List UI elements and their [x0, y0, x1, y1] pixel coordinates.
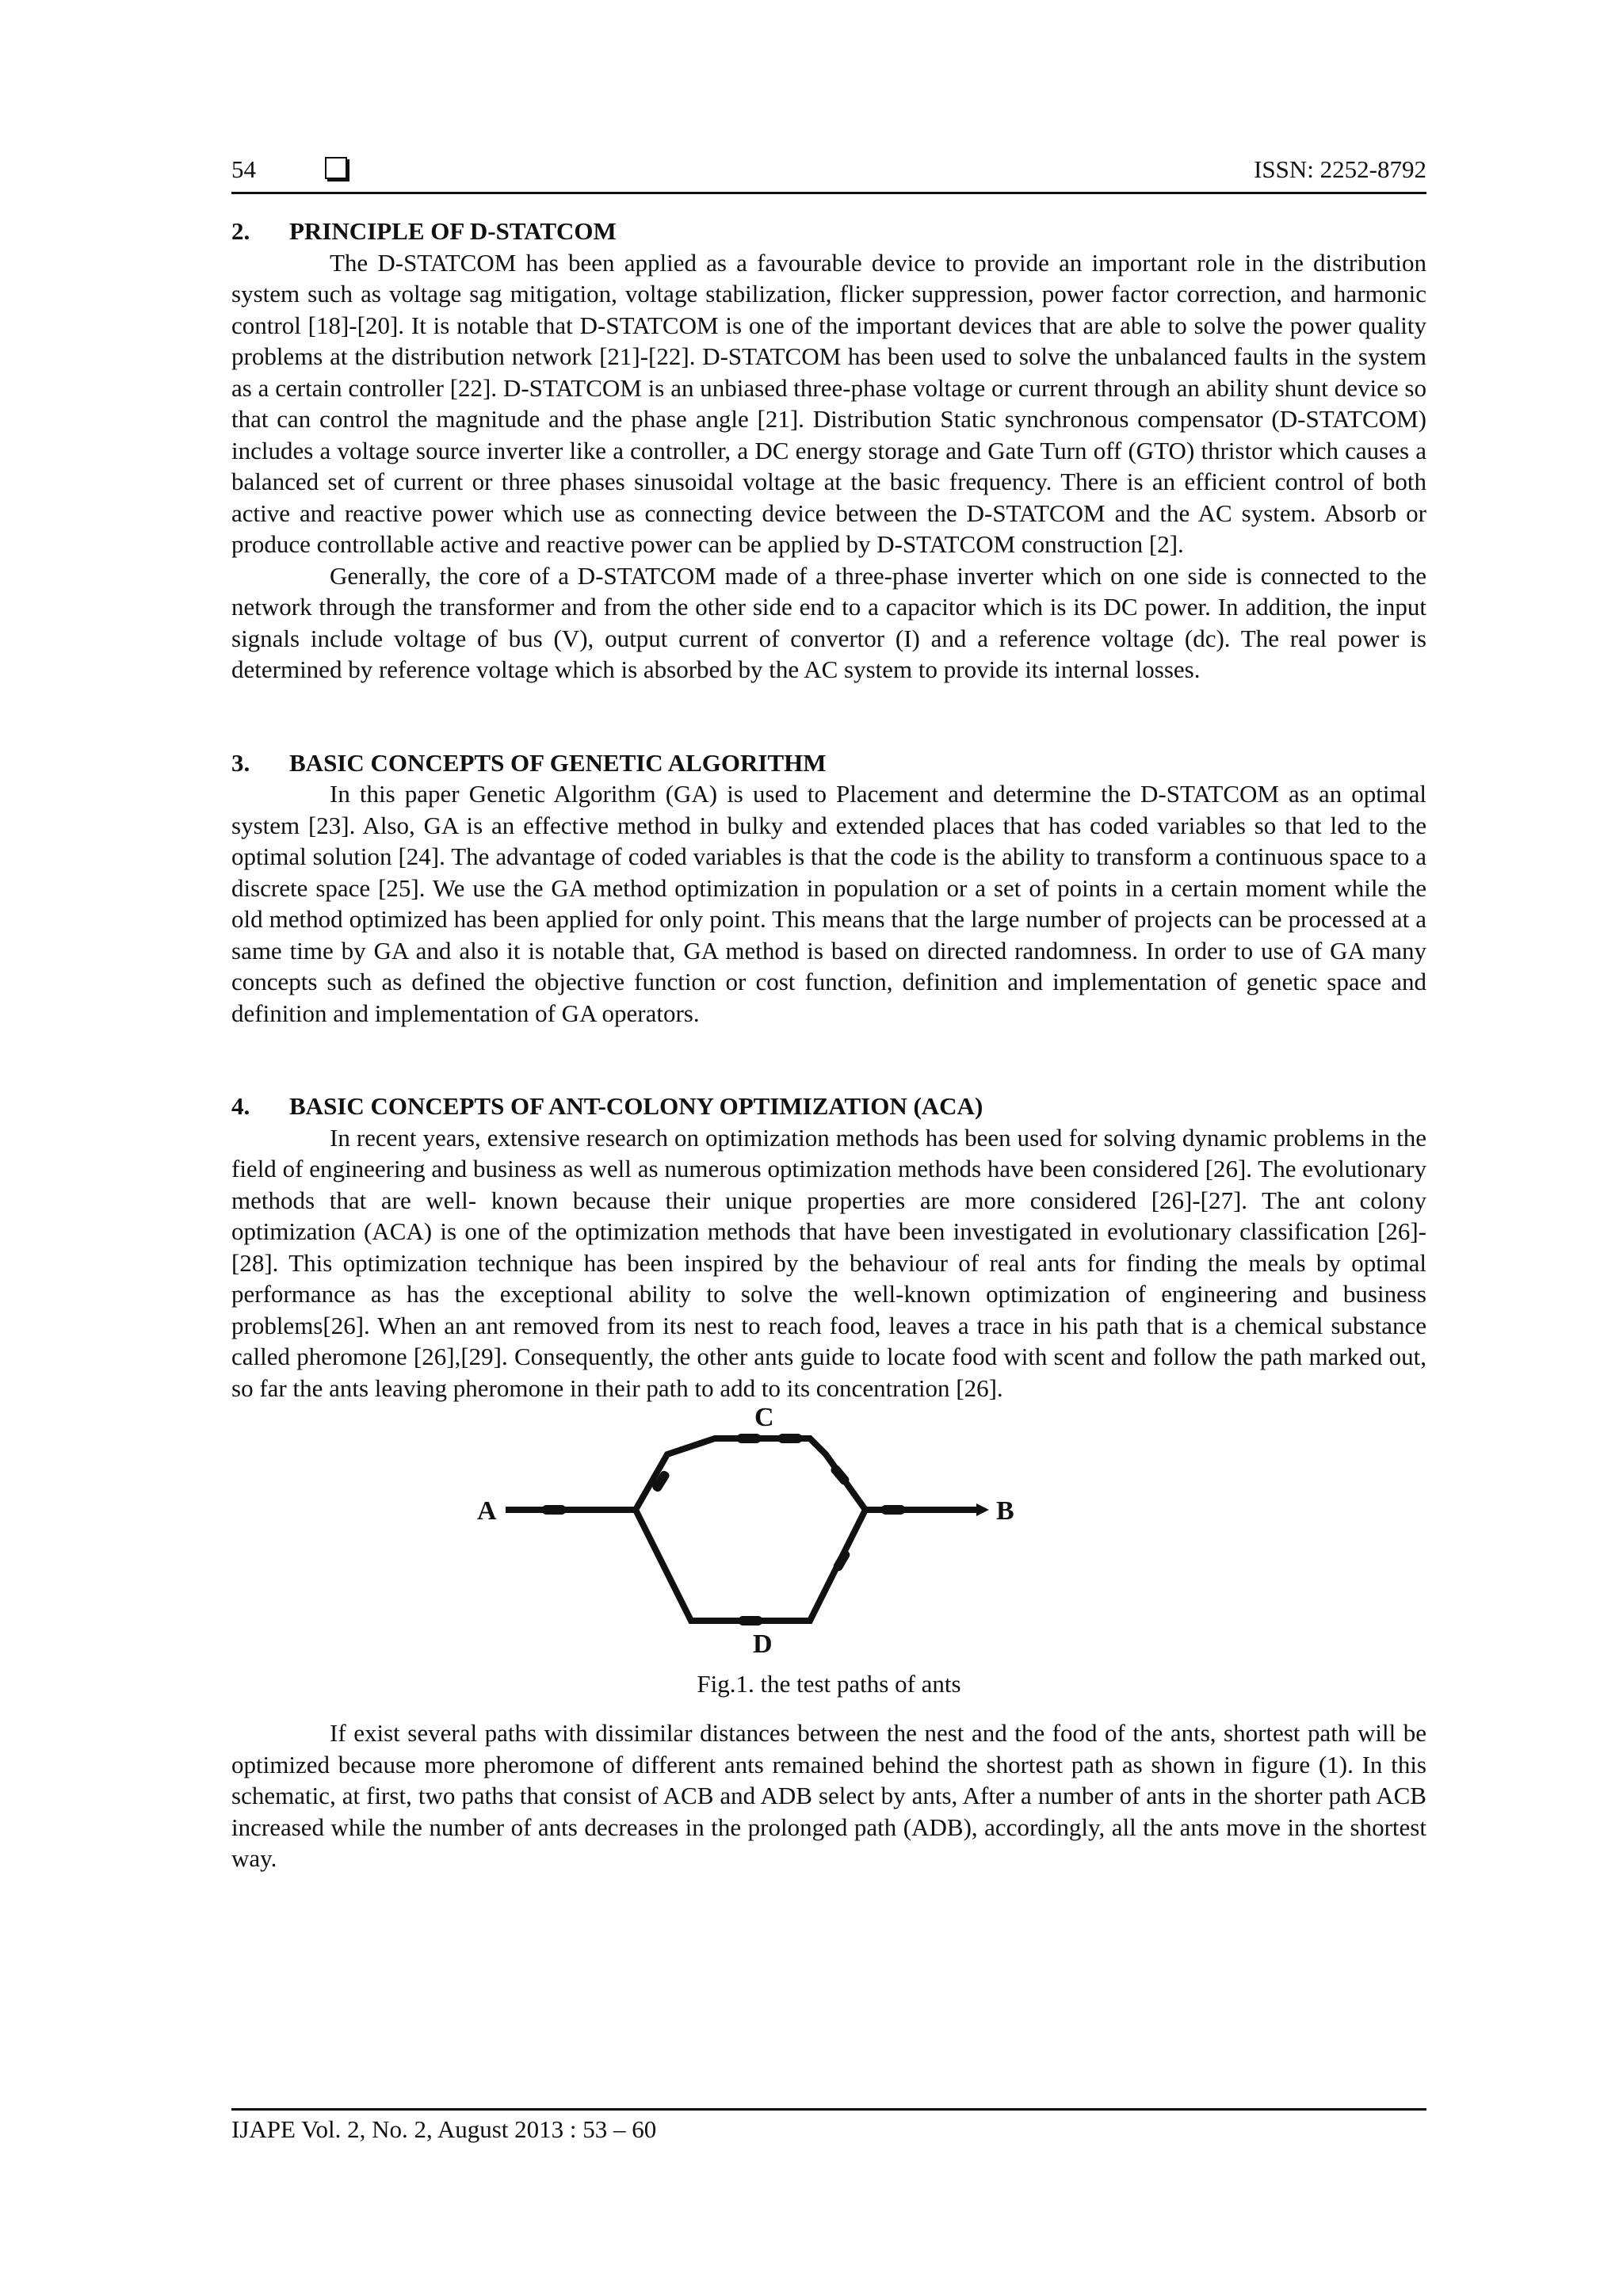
page-header: [231, 151, 1426, 194]
paragraph: Generally, the core of a D-STATCOM made of a three-phase inverter which on one side is connected to the network through the transformer and from the other side end to a capacitor which is its DC power. In addition, the input signals include voltage of bus (V), output current of convertor (I) and a reference voltage (dc). The real power is determined by reference voltage which is absorbed by the AC system to provide its internal losses.: [231, 561, 1426, 683]
node-label-d: D: [753, 1629, 773, 1659]
section-number: 4.: [231, 1092, 250, 1120]
section-heading: [231, 747, 1426, 779]
paragraph: In recent years, extensive research on optimization methods has been used for solving dynamic problems in the field of engineering and business as well as numerous optimization methods have been considered [26]. The evolutionary methods that are well- known because their unique properties are more considered [26]-[27]. The ant colony optimization (ACA) is one of the optimization methods that have been investigated in evolutionary classification [26]-[28]. This optimization technique has been inspired by the behaviour of real ants for finding the meals by optimal performance as has the exceptional ability to solve the well-known optimization of engineering and business problems[26]. When an ant removed from its nest to reach food, leaves a trace in his path that is a chemical substance called pheromone [26],[29]. Consequently, the other ants guide to locate food with scent and follow the path marked out, so far the ants leaving pheromone in their path to add to its concentration [26].: [231, 1123, 1426, 1402]
ant-icon: [832, 1549, 851, 1572]
path-acb: [636, 1438, 865, 1510]
section-number: 3.: [231, 748, 250, 777]
section-title: PRINCIPLE OF D-STATCOM: [289, 217, 617, 245]
node-label-a: A: [477, 1496, 497, 1526]
journal-citation: IJAPE Vol. 2, No. 2, August 2013 : 53 – 60: [231, 2115, 657, 2143]
ant-icon: [881, 1505, 905, 1515]
ant-icon: [829, 1463, 850, 1486]
section-heading: [231, 1091, 1426, 1122]
paragraph: In this paper Genetic Algorithm (GA) is used to Placement and determine the D-STATCOM as an optimal system [23]. Also, GA is an effective method in bulky and extended places that has coded variables so that led to the optimal solution [24]. The advantage of coded variables is that the code is the ability to transform a continuous space to a discrete space [25]. We use the GA method optimization in population or a set of points in a certain moment while the old method optimized has been applied for only point. This means that the large number of projects can be processed at a same time by GA and also it is notable that, GA method is based on directed randomness. In order to use of GA many concepts such as defined the objective function or cost function, definition and implementation of genetic space and definition and implementation of GA operators.: [231, 780, 1426, 1027]
ant-icon: [542, 1505, 566, 1515]
section-ant-colony-optimization: [231, 1091, 1426, 1874]
section-heading: [231, 216, 1426, 247]
ant-icon: [737, 1434, 761, 1443]
figure-caption: Fig.1. the test paths of ants: [697, 1670, 961, 1698]
arrow-to-b-icon: [976, 1503, 989, 1516]
section-title: BASIC CONCEPTS OF GENETIC ALGORITHM: [289, 748, 827, 777]
ant-paths-diagram: [469, 1407, 1182, 1668]
section-principle-of-d-statcom: [231, 216, 1426, 686]
figure-ant-paths: [231, 1407, 1426, 1700]
square-bullet-icon: [325, 157, 347, 179]
ant-icon: [739, 1616, 762, 1626]
paragraph: The D-STATCOM has been applied as a favourable device to provide an important role in the distribution system such as voltage sag mitigation, voltage stabilization, flicker suppression, power factor correction, and harmonic control [18]-[20]. It is notable that D-STATCOM is one of the important devices that are able to solve the power quality problems at the distribution network [21]-[22]. D-STATCOM has been used to solve the unbalanced faults in the system as a certain controller [22]. D-STATCOM is an unbiased three-phase voltage or current through an ability shunt device so that can control the magnitude and the phase angle [21]. Distribution Static synchronous compensator (D-STATCOM) includes a voltage source inverter like a controller, a DC energy storage and Gate Turn off (GTO) thristor which causes a balanced set of current or three phases sinusoidal voltage at the basic frequency. There is an efficient control of both active and reactive power which use as connecting device between the D-STATCOM and the AC system. Absorb or produce controllable active and reactive power can be applied by D-STATCOM construction [2].: [231, 248, 1426, 558]
section-genetic-algorithm: [231, 747, 1426, 1030]
ant-icon: [778, 1434, 802, 1443]
issn: ISSN: 2252-8792: [1254, 155, 1426, 183]
path-adb: [636, 1510, 865, 1621]
ant-markers: [542, 1434, 905, 1626]
paragraph: If exist several paths with dissimilar distances between the nest and the food of the ants, shortest path will be optimized because more pheromone of different ants remained behind the shortest path as shown in figure (1). In this schematic, at first, two paths that consist of ACB and ADB select by ants, After a number of ants in the shorter path ACB increased while the number of ants decreases in the prolonged path (ADB), accordingly, all the ants move in the shortest way.: [231, 1719, 1426, 1872]
section-number: 2.: [231, 217, 250, 245]
page-footer: [231, 2108, 1426, 2144]
page-number: 54: [231, 155, 256, 183]
section-title: BASIC CONCEPTS OF ANT-COLONY OPTIMIZATION (ACA): [289, 1092, 983, 1120]
node-label-c: C: [754, 1407, 774, 1432]
article-body: [231, 216, 1426, 1874]
node-label-b: B: [996, 1496, 1014, 1526]
